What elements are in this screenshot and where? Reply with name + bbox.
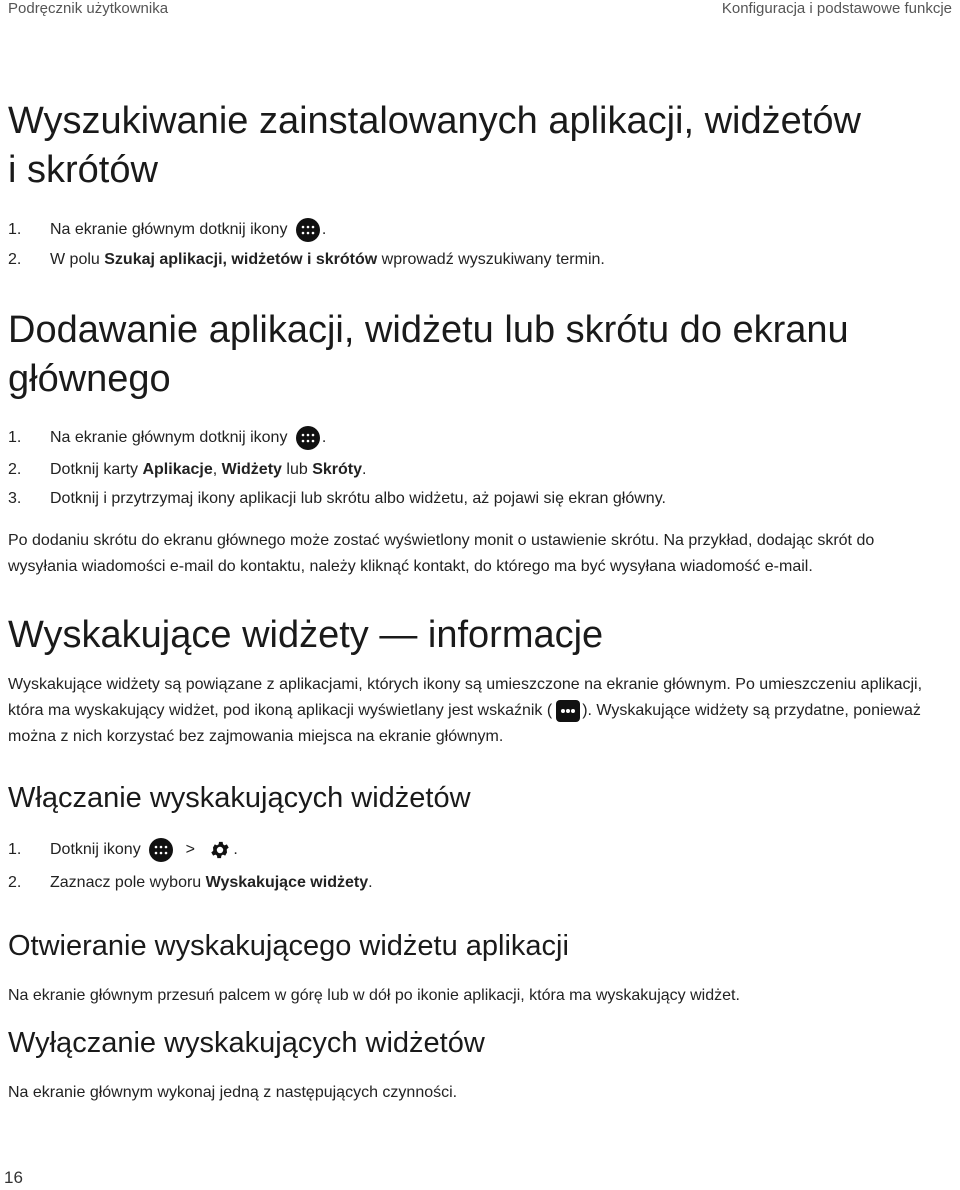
more-dots-icon (556, 700, 580, 722)
page-number: 16 (4, 1168, 23, 1187)
app-grid-icon (296, 426, 320, 450)
header-left: Podręcznik użytkownika (8, 0, 169, 17)
sec6-paragraph: Na ekranie głównym wykonaj jedną z następujących czynności. (8, 1084, 458, 1101)
step-text: Na ekranie głównym dotknij ikony (50, 221, 288, 239)
section5-title: Otwieranie wyskakującego widżetu aplikacji (8, 930, 569, 962)
section2-title-line1: Dodawanie aplikacji, widżetu lub skrótu do ekranu (8, 309, 849, 351)
sec2-step3: 3. Dotknij i przytrzymaj ikony aplikacji lub skrótu albo widżetu, aż pojawi się ekran główny. (8, 490, 666, 507)
section3-title: Wyskakujące widżety — informacje (8, 614, 604, 656)
field-name: Szukaj aplikacji, widżetów i skrótów (104, 251, 378, 268)
section1-title-line2: i skrótów (8, 149, 158, 191)
sec4-step2: 2. Zaznacz pole wyboru Wyskakujące widżety. (8, 874, 373, 891)
step-number: 1. (8, 221, 22, 239)
gear-icon (209, 839, 231, 861)
sec2-note: Po dodaniu skrótu do ekranu głównego może zostać wyświetlony monit o ustawienie skrótu. Na przykład, dodając skrót do wysyłania wiadomości e-mail do kontaktu, należy kliknąć kontakt, do którego ma być wysyłana wiadomość e-mail. (8, 532, 875, 575)
sec3-paragraph: Wyskakujące widżety są powiązane z aplikacjami, których ikony są umieszczone na ekranie głównym. Po umieszczeniu aplikacji, która ma wyskakujący widżet, pod ikoną aplikacji wyświetlany jest wskaźnik ( ). Wyskakujące widżety są przydatne, ponieważ można z nich korzystać bez zajmowania miejsca na ekranie głównym. (8, 676, 923, 745)
section1-title-line1: Wyszukiwanie zainstalowanych aplikacji, widżetów (8, 100, 861, 142)
sec2-step1: 1. Na ekranie głównym dotknij ikony . (8, 426, 326, 450)
sec1-step1: 1. Na ekranie głównym dotknij ikony . (8, 218, 326, 242)
app-grid-icon (296, 218, 320, 242)
section4-title: Włączanie wyskakujących widżetów (8, 782, 471, 814)
sec2-step2: 2. Dotknij karty Aplikacje, Widżety lub Skróty. (8, 461, 367, 478)
sec5-paragraph: Na ekranie głównym przesuń palcem w górę lub w dół po ikonie aplikacji, która ma wyskakujący widżet. (8, 987, 740, 1004)
section2-title-line2: głównego (8, 358, 171, 400)
sec1-step2: 2. W polu Szukaj aplikacji, widżetów i skrótów wprowadź wyszukiwany termin. (8, 251, 605, 268)
section6-title: Wyłączanie wyskakujących widżetów (8, 1027, 485, 1059)
header-right: Konfiguracja i podstawowe funkcje (721, 0, 952, 17)
app-grid-icon (149, 838, 173, 862)
sec4-step1: 1. Dotknij ikony > . (8, 838, 238, 862)
